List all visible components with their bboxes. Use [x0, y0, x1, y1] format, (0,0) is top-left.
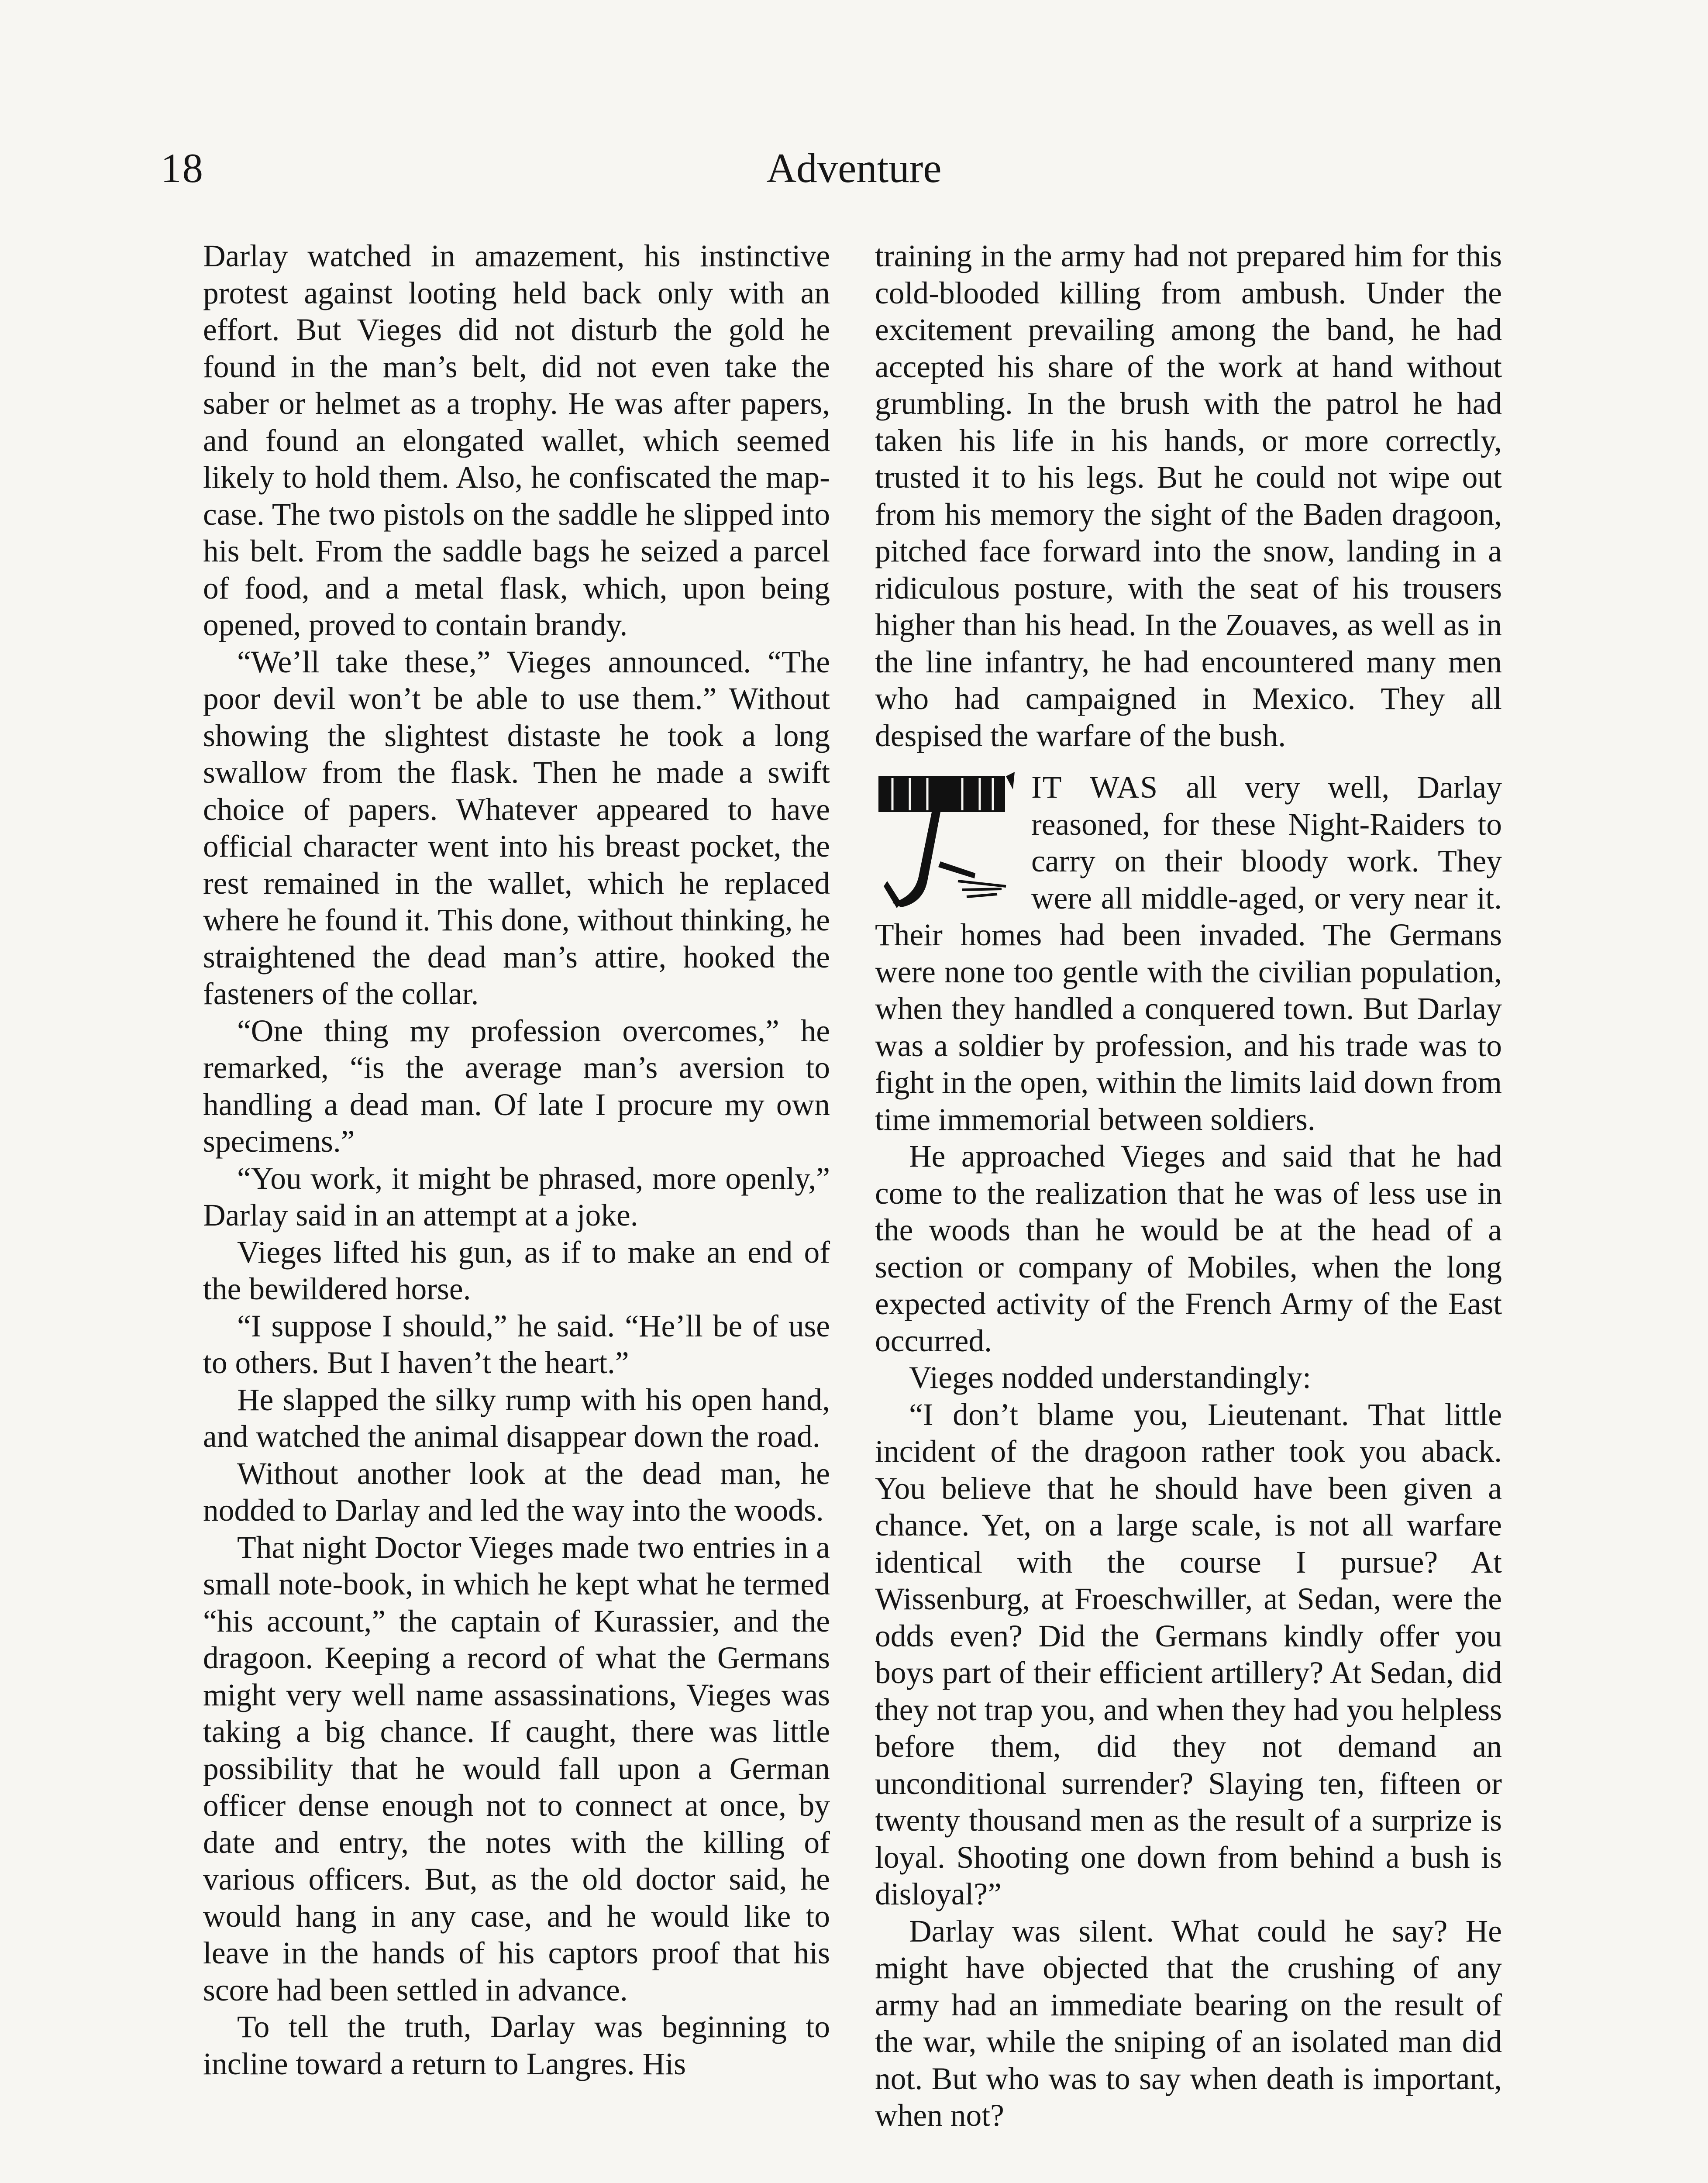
- paragraph: “One thing my profession overcomes,” he remarked, “is the average man’s aversion to handling a dead man. Of late I procure my own specimens.”: [203, 1013, 830, 1159]
- paragraph: Vieges lifted his gun, as if to make an end of the bewildered horse.: [203, 1235, 830, 1306]
- paragraph: Darlay was silent. What could he say? He might have objected that the crushing of any army had an immediate bearing on the result of the war, while the sniping of an isolated man did not. But who was to say when death is important, when not?: [875, 1914, 1502, 2133]
- page-number: 18: [161, 145, 204, 191]
- paragraph: He approached Vieges and said that he had come to the realization that he was of less use in the woods than he would be at the head of a section or company of Mobiles, when the long expected activity of the French Army of the East occurred.: [875, 1139, 1502, 1358]
- paragraph: “You work, it might be phrased, more openly,” Darlay said in an attempt at a joke.: [203, 1161, 830, 1233]
- paragraph: He slapped the silky rump with his open hand, and watched the animal disappear down the road.: [203, 1382, 830, 1454]
- left-column: [203, 238, 830, 2083]
- right-column: [875, 238, 1502, 2135]
- running-head: Adventure: [766, 145, 942, 191]
- dropcap-lead: IT WAS: [1031, 770, 1159, 805]
- paragraph: To tell the truth, Darlay was beginning to incline toward a return to Langres. His: [203, 2010, 830, 2081]
- paragraph: Darlay watched in amazement, his instinctive protest against looting held back only with an effort. But Vieges did not disturb the gold he found in the man’s belt, did not even take the saber or helmet as a trophy. He was after papers, and found an elongated wallet, which seemed likely to hold them. Also, he confiscated the map-case. The two pistols on the saddle he slipped into his belt. From the saddle bags he seized a parcel of food, and a metal flask, which, upon being opened, proved to contain brandy.: [203, 239, 830, 642]
- dropcap-illustration-icon: [875, 772, 1019, 916]
- dropcap-section: [875, 769, 1502, 1138]
- paragraph: “We’ll take these,” Vieges announced. “The poor devil won’t be able to use them.” Without showing the slightest distaste he took a long swallow from the flask. Then he made a swift choice of papers. Whatever appeared to have official character went into his breast pocket, the rest remained in the wallet, which he replaced where he found it. This done, without thinking, he straightened the dead man’s attire, hooked the fasteners of the collar.: [203, 644, 830, 1011]
- paragraph: “I don’t blame you, Lieutenant. That little incident of the dragoon rather took you aback. You believe that he should have been given a chance. Yet, on a large scale, is not all warfare identical with the course I pursue? At Wissenburg, at Froeschwiller, at Sedan, were the odds even? Did the Germans kindly offer you boys part of their efficient artillery? At Sedan, did they not trap you, and when they had you helpless before them, did they not demand an unconditional surrender? Slaying ten, fifteen or twenty thousand men as the result of a surprize is loyal. Shooting one down from behind a bush is disloyal?”: [875, 1397, 1502, 1911]
- paragraph: “I suppose I should,” he said. “He’ll be of use to others. But I haven’t the heart.”: [203, 1308, 830, 1380]
- paragraph: Without another look at the dead man, he nodded to Darlay and led the way into the woods.: [203, 1456, 830, 1528]
- paragraph: Vieges nodded understandingly:: [909, 1360, 1312, 1395]
- dropcap-text: all very well, Darlay reasoned, for these Night-Raiders to carry on their bloody work. They were all middle-aged, or very near it. Their homes had been invaded. The Germans were none too gentle with the civilian population, when they handled a conquered town. But Darlay was a soldier by profession, and his trade was to fight in the open, within the limits laid down from time immemorial between soldiers.: [875, 770, 1502, 1137]
- paragraph: training in the army had not prepared him for this cold-blooded killing from ambush. Under the excitement prevailing among the band, he had accepted his share of the work at hand without grumbling. In the brush with the patrol he had taken his life in his hands, or more correctly, trusted it to his legs. But he could not wipe out from his memory the sight of the Baden dragoon, pitched face forward into the snow, landing in a ridiculous posture, with the seat of his trousers higher than his head. In the Zouaves, as well as in the line infantry, he had encountered many men who had campaigned in Mexico. They all despised the warfare of the bush.: [875, 239, 1502, 753]
- paragraph: That night Doctor Vieges made two entries in a small note-book, in which he kept what he termed “his account,” the captain of Kurassier, and the dragoon. Keeping a record of what the Germans might very well name assassinations, Vieges was taking a big chance. If caught, there was little possibility that he would fall upon a German officer dense enough not to connect at once, by date and entry, the notes with the killing of various officers. But, as the old doctor said, he would hang in any case, and he would like to leave in the hands of his captors proof that his score had been settled in advance.: [203, 1530, 830, 2007]
